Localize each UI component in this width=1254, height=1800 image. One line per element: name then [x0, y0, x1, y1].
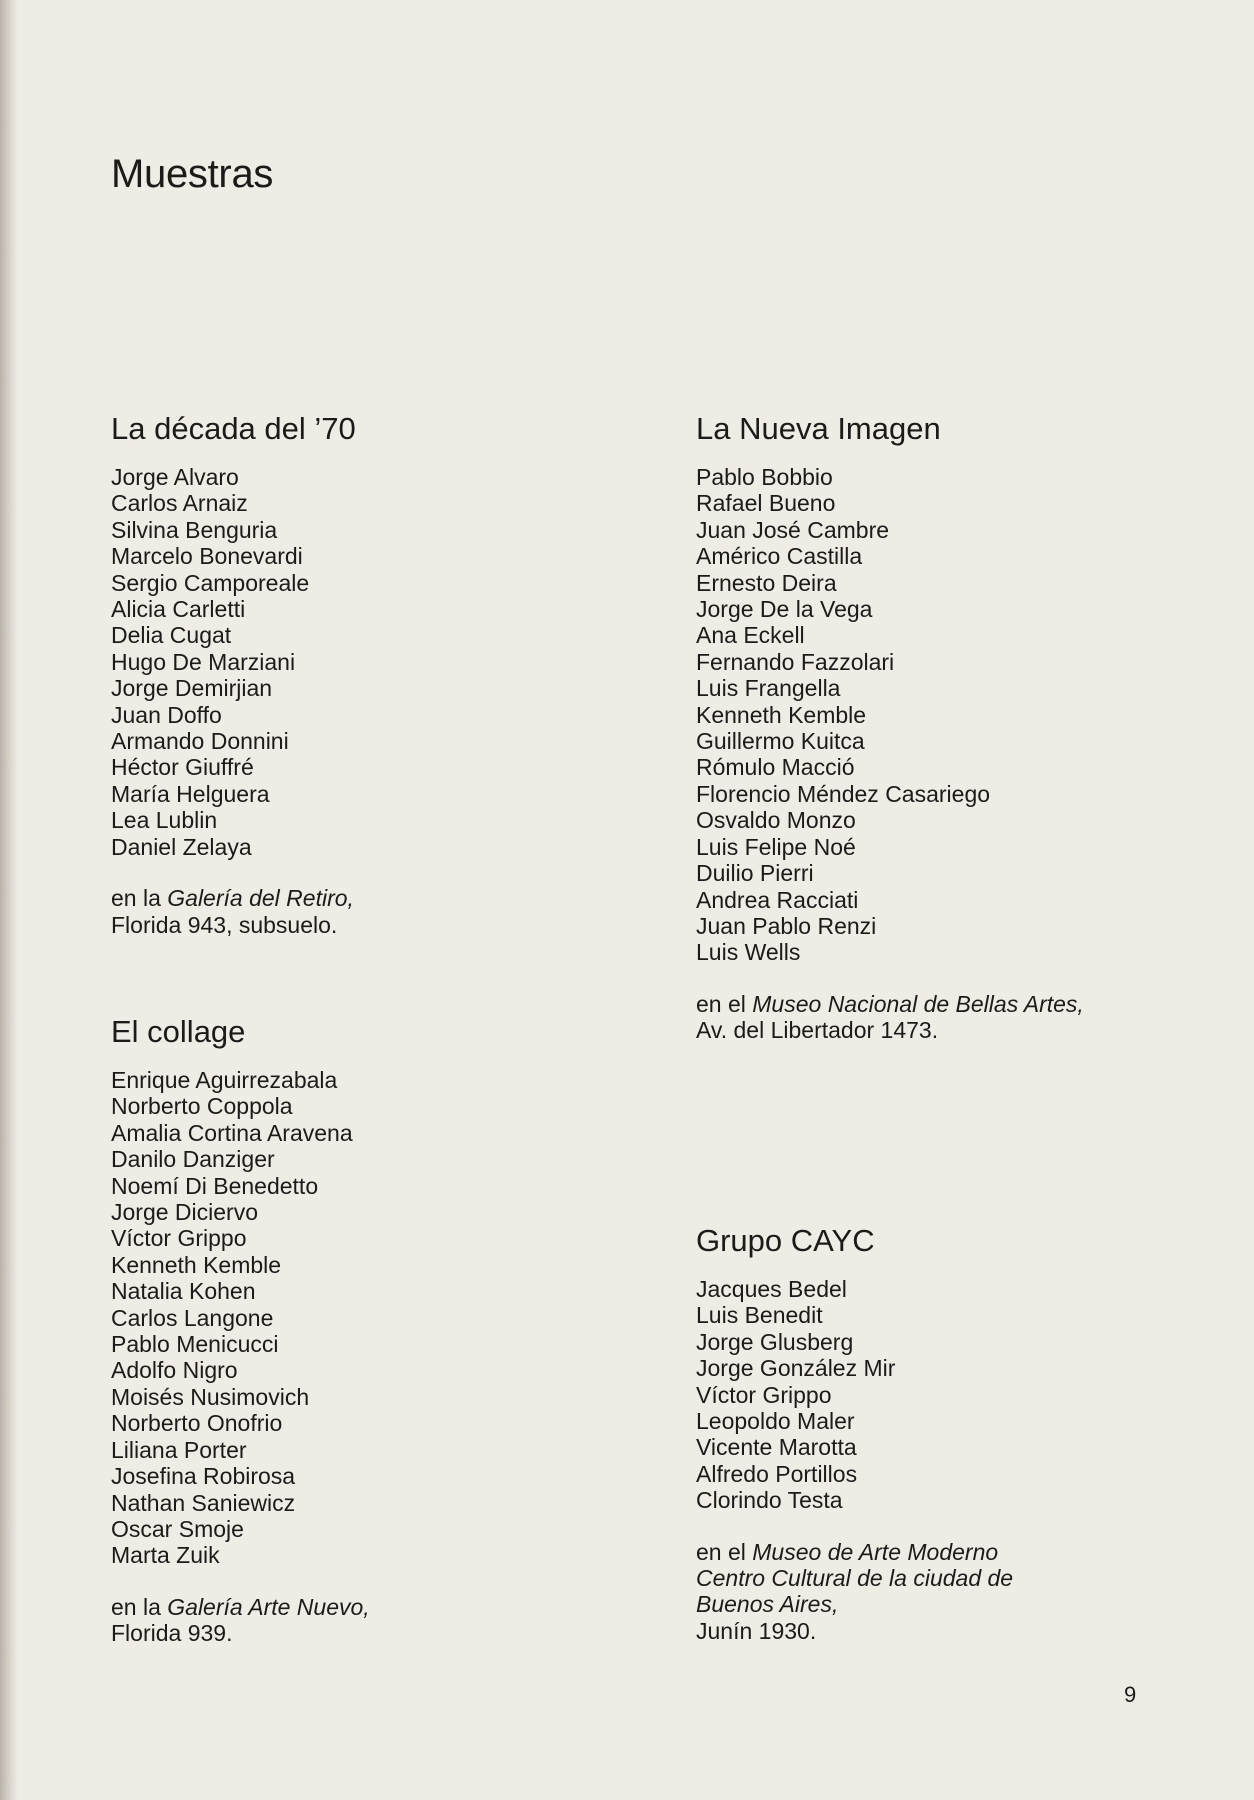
venue-address: Junín 1930.	[696, 1617, 817, 1644]
page-title: Muestras	[111, 152, 274, 196]
section-heading: Grupo CAYC	[696, 1223, 875, 1258]
artist-name: Hugo De Marziani	[111, 648, 296, 675]
artist-name: Pablo Bobbio	[696, 464, 833, 490]
artist-name: Lea Lublin	[111, 807, 218, 834]
artist-name: Jorge Diciervo	[111, 1199, 258, 1226]
artist-name: Luis Benedit	[696, 1302, 823, 1329]
artist-name: Pablo Menicucci	[111, 1331, 279, 1358]
artist-name: Josefina Robirosa	[111, 1463, 296, 1490]
venue-name: Museo de Arte Moderno	[752, 1538, 999, 1565]
venue-line-1: en la Galería del Retiro,	[111, 885, 354, 912]
artist-name: Víctor Grippo	[696, 1381, 832, 1408]
artist-name: Norberto Onofrio	[111, 1410, 283, 1437]
venue-address: Florida 939.	[111, 1620, 233, 1647]
artist-name: Sergio Camporeale	[111, 569, 310, 596]
artist-name: Víctor Grippo	[111, 1225, 247, 1252]
artist-name: Luis Felipe Noé	[696, 833, 856, 860]
artist-name: Jorge González Mir	[696, 1355, 896, 1382]
venue-info	[696, 1539, 1216, 1645]
artist-name: Alfredo Portillos	[696, 1460, 858, 1487]
artist-name: Jorge Demirjian	[111, 675, 273, 702]
venue-info	[111, 885, 631, 938]
venue-info	[111, 1594, 631, 1647]
section-grupo-cayc	[696, 1222, 1216, 1644]
section-decada-70	[111, 410, 631, 938]
artist-name: Moisés Nusimovich	[111, 1383, 310, 1410]
artist-name: Clorindo Testa	[696, 1487, 843, 1514]
artist-name: Guillermo Kuitca	[696, 728, 865, 755]
venue-name: Museo Nacional de Bellas Artes,	[752, 990, 1084, 1017]
artist-name: Daniel Zelaya	[111, 833, 252, 860]
artist-name: Kenneth Kemble	[111, 1251, 282, 1278]
artist-name: Jorge Alvaro	[111, 464, 239, 490]
page-spine-shadow	[0, 0, 18, 1800]
venue-name: Galería Arte Nuevo,	[167, 1593, 370, 1620]
artist-name: Marcelo Bonevardi	[111, 543, 303, 570]
artist-name: Duilio Pierri	[696, 860, 814, 887]
artist-name: Osvaldo Monzo	[696, 807, 856, 834]
artist-name: Enrique Aguirrezabala	[111, 1067, 338, 1093]
artist-name: Fernando Fazzolari	[696, 648, 895, 675]
venue-line-1: en la Galería Arte Nuevo,	[111, 1593, 370, 1620]
artist-name: Ana Eckell	[696, 622, 805, 649]
artist-name: Adolfo Nigro	[111, 1357, 238, 1384]
artist-name: Alicia Carletti	[111, 596, 246, 623]
artist-name: Noemí Di Benedetto	[111, 1172, 319, 1199]
artist-name: Danilo Danziger	[111, 1146, 275, 1173]
artist-name: Norberto Coppola	[111, 1093, 293, 1120]
artist-name: Silvina Benguria	[111, 516, 278, 543]
section-heading: El collage	[111, 1014, 246, 1049]
artist-list	[111, 464, 631, 860]
artist-name: Juan Doffo	[111, 701, 222, 728]
artist-name: Natalia Kohen	[111, 1278, 256, 1305]
section-heading: La década del ’70	[111, 411, 356, 446]
venue-name-line-2: Centro Cultural de la ciudad de	[696, 1565, 1014, 1592]
artist-name: Rómulo Macció	[696, 754, 855, 781]
artist-name: Armando Donnini	[111, 728, 289, 755]
artist-name: Nathan Saniewicz	[111, 1489, 296, 1516]
artist-name: Ernesto Deira	[696, 569, 837, 596]
artist-name: Juan Pablo Renzi	[696, 912, 877, 939]
artist-name: Delia Cugat	[111, 622, 232, 649]
artist-name: María Helguera	[111, 780, 270, 807]
artist-name: Héctor Giuffré	[111, 754, 254, 781]
section-nueva-imagen	[696, 410, 1216, 1044]
artist-name: Rafael Bueno	[696, 490, 836, 517]
artist-list	[696, 464, 1216, 966]
artist-name: Américo Castilla	[696, 543, 863, 570]
artist-name: Leopoldo Maler	[696, 1408, 855, 1435]
artist-name: Liliana Porter	[111, 1436, 247, 1463]
page-number: 9	[1124, 1682, 1137, 1707]
artist-name: Carlos Arnaiz	[111, 490, 248, 517]
venue-address: Av. del Libertador 1473.	[696, 1017, 939, 1044]
venue-name: Galería del Retiro,	[167, 885, 354, 912]
artist-name: Oscar Smoje	[111, 1515, 244, 1542]
artist-name: Florencio Méndez Casariego	[696, 780, 991, 807]
artist-name: Marta Zuik	[111, 1542, 220, 1569]
section-el-collage	[111, 1013, 631, 1647]
artist-list	[111, 1067, 631, 1569]
venue-line-1: en el Museo de Arte Moderno	[696, 1538, 999, 1565]
artist-name: Carlos Langone	[111, 1304, 274, 1331]
venue-info	[696, 991, 1216, 1044]
artist-name: Vicente Marotta	[696, 1434, 857, 1461]
artist-name: Kenneth Kemble	[696, 701, 867, 728]
artist-name: Amalia Cortina Aravena	[111, 1119, 353, 1146]
artist-name: Luis Wells	[696, 939, 801, 966]
artist-name: Jorge De la Vega	[696, 596, 873, 623]
section-heading: La Nueva Imagen	[696, 411, 941, 446]
artist-name: Jorge Glusberg	[696, 1328, 854, 1355]
artist-name: Jacques Bedel	[696, 1276, 847, 1302]
artist-list	[696, 1276, 1216, 1514]
venue-address: Florida 943, subsuelo.	[111, 911, 338, 938]
venue-name-line-3: Buenos Aires,	[696, 1591, 839, 1618]
artist-name: Andrea Racciati	[696, 886, 859, 913]
artist-name: Luis Frangella	[696, 675, 841, 702]
artist-name: Juan José Cambre	[696, 516, 890, 543]
venue-line-1: en el Museo Nacional de Bellas Artes,	[696, 990, 1084, 1017]
